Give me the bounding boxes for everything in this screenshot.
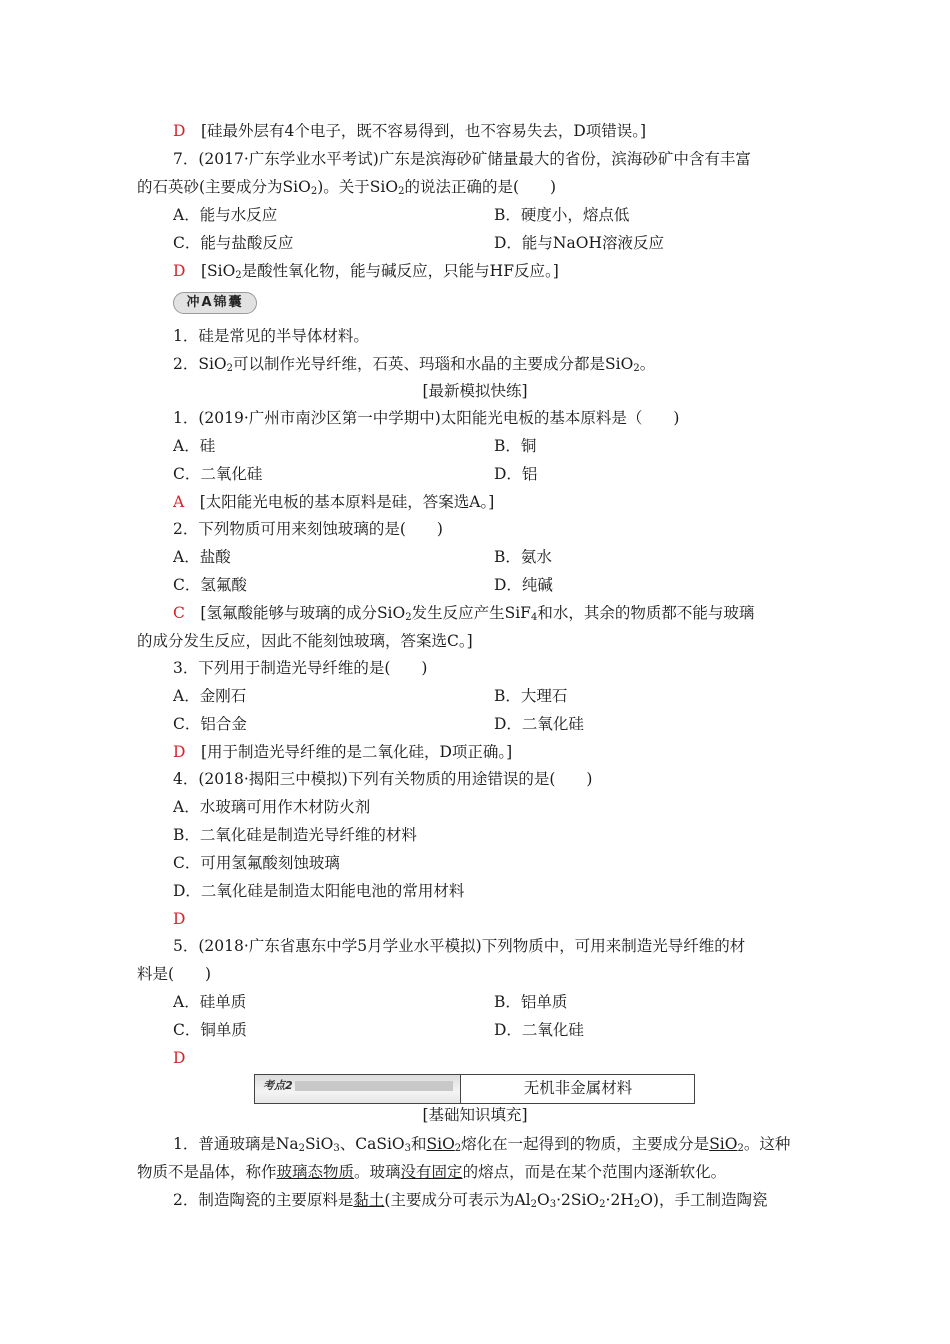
answer-explanation: [太阳能光电板的基本原料是硅，答案选A。] <box>199 493 495 511</box>
text: 2．SiO <box>173 355 227 373</box>
text: 。玻璃 <box>354 1163 401 1181</box>
subscript: 2 <box>530 1199 537 1210</box>
text: 熔化在一起得到的物质，主要成分是 <box>461 1135 710 1153</box>
question-stem: 2．下列物质可用来刻蚀玻璃的是( ) <box>173 520 443 538</box>
answer-line <box>173 120 646 142</box>
question-stem: 3．下列用于制造光导纤维的是( ) <box>173 659 428 677</box>
option-a: A．金刚石 <box>173 687 247 705</box>
text: O <box>536 1191 550 1209</box>
kaodian-tag: 考点2 <box>263 1079 293 1092</box>
answer-line <box>173 602 754 624</box>
option-b: B．大理石 <box>494 687 568 705</box>
blank-answer: 玻璃态物质 <box>276 1163 355 1181</box>
text: 发生反应产生SiF <box>411 604 531 622</box>
option-a: A．水玻璃可用作木材防火剂 <box>173 798 371 816</box>
text: 2．制造陶瓷的主要原料是 <box>173 1191 354 1209</box>
subscript: 2 <box>298 1143 306 1154</box>
chong-a-badge: 冲A锦囊 <box>173 292 257 314</box>
text: 可以制作光导纤维，石英、玛瑙和水晶的主要成分都是SiO <box>233 355 634 373</box>
option-b: B．铝单质 <box>494 993 568 1011</box>
option-b: B．硬度小，熔点低 <box>494 206 630 224</box>
text: 的熔点，而是在某个范围内逐渐软化。 <box>462 1163 727 1181</box>
blank-answer: 没有固定 <box>400 1163 463 1181</box>
option-d: D．二氧化硅是制造太阳能电池的常用材料 <box>173 882 465 900</box>
option-d: D．铝 <box>494 465 538 483</box>
answer-line <box>173 491 494 513</box>
subscript: 2 <box>599 1199 606 1210</box>
question-stem-cont: 料是( ) <box>137 965 212 983</box>
text: SiO <box>305 1135 334 1153</box>
fill-line-1 <box>173 1133 790 1155</box>
blank-answer <box>709 1135 744 1153</box>
subscript: 3 <box>404 1143 411 1154</box>
text: SiO <box>709 1135 738 1153</box>
question-stem: 1．(2019·广州市南沙区第一中学期中)太阳能光电板的基本原料是（ ) <box>173 409 680 427</box>
subscript: 2 <box>398 186 405 197</box>
option-c: C．二氧化硅 <box>173 465 263 483</box>
option-a: A．能与水反应 <box>173 206 278 224</box>
section-heading: [最新模拟快练] <box>422 382 528 400</box>
answer-line <box>173 260 559 282</box>
option-d: D．二氧化硅 <box>494 715 584 733</box>
subscript: 4 <box>530 612 538 623</box>
option-c: C．铝合金 <box>173 715 247 733</box>
option-c: C．可用氢氟酸刻蚀玻璃 <box>173 854 340 872</box>
answer-explanation-cont: 的成分发生反应，因此不能刻蚀玻璃，答案选C。] <box>137 632 473 650</box>
subscript: 2 <box>454 1143 462 1154</box>
option-b: B．氨水 <box>494 548 552 566</box>
text: 。 <box>639 355 656 373</box>
answer-letter: D <box>173 910 186 928</box>
text: 和水，其余的物质都不能与玻璃 <box>537 604 755 622</box>
subscript: 3 <box>333 1143 340 1154</box>
subscript: 3 <box>549 1199 557 1210</box>
text: [SiO <box>200 262 236 280</box>
blank-answer: 黏土 <box>353 1191 385 1209</box>
text: 和 <box>410 1135 427 1153</box>
option-b: B．铜 <box>494 437 537 455</box>
answer-letter: A <box>173 493 185 511</box>
option-c: C．能与盐酸反应 <box>173 234 294 252</box>
subscript: 2 <box>737 1143 744 1154</box>
text: 是酸性氧化物，能与碱反应，只能与HF反应。] <box>241 262 559 280</box>
text: O)，手工制造陶瓷 <box>640 1191 768 1209</box>
option-c: C．氢氟酸 <box>173 576 247 594</box>
text: ·2SiO <box>556 1191 600 1209</box>
text: (主要成分可表示为Al <box>384 1191 531 1209</box>
text: 物质不是晶体，称作 <box>137 1163 277 1181</box>
option-d: D．纯碱 <box>494 576 553 594</box>
subscript: 2 <box>633 363 640 374</box>
question-stem: 5．(2018·广东省惠东中学5月学业水平模拟)下列物质中，可用来制造光导纤维的材 <box>173 937 746 955</box>
option-a: A．硅单质 <box>173 993 247 1011</box>
section-heading: [基础知识填充] <box>422 1106 528 1124</box>
tip-2 <box>173 353 655 375</box>
answer-letter: D <box>173 1049 186 1067</box>
kaodian-header <box>254 1074 695 1104</box>
option-c: C．铜单质 <box>173 1021 247 1039</box>
kaodian-tag-panel <box>255 1075 460 1103</box>
text: 。这种 <box>743 1135 791 1153</box>
blank-answer <box>427 1135 462 1153</box>
option-a: A．硅 <box>173 437 216 455</box>
text: )。关于SiO <box>317 178 399 196</box>
kaodian-title: 无机非金属材料 <box>460 1075 695 1103</box>
text: SiO <box>426 1135 455 1153</box>
option-d: D．能与NaOH溶液反应 <box>494 234 664 252</box>
tip-1: 1．硅是常见的半导体材料。 <box>173 327 369 345</box>
fill-line-2 <box>137 1161 726 1183</box>
subscript: 2 <box>405 612 412 623</box>
subscript: 2 <box>226 363 234 374</box>
answer-letter: D <box>173 122 186 140</box>
option-a: A．盐酸 <box>173 548 231 566</box>
subscript: 2 <box>235 270 242 281</box>
question-stem-cont <box>137 176 556 198</box>
text: ·2H <box>605 1191 634 1209</box>
answer-explanation: [硅最外层有4个电子，既不容易得到，也不容易失去，D项错误。] <box>200 122 647 140</box>
text: 的说法正确的是( ) <box>404 178 557 196</box>
answer-explanation: [用于制造光导纤维的是二氧化硅，D项正确。] <box>200 743 513 761</box>
text: 1．普通玻璃是Na <box>173 1135 299 1153</box>
question-stem: 7．(2017·广东学业水平考试)广东是滨海砂矿储量最大的省份，滨海砂矿中含有丰富 <box>173 150 751 168</box>
subscript: 2 <box>310 186 318 197</box>
option-d: D．二氧化硅 <box>494 1021 584 1039</box>
answer-line <box>173 741 512 763</box>
answer-letter: C <box>173 604 185 622</box>
kaodian-bar <box>295 1081 453 1091</box>
fill-line-3 <box>173 1189 767 1211</box>
question-stem: 4．(2018·揭阳三中模拟)下列有关物质的用途错误的是( ) <box>173 770 593 788</box>
text: [氢氟酸能够与玻璃的成分SiO <box>200 604 406 622</box>
answer-letter: D <box>173 262 186 280</box>
option-b: B．二氧化硅是制造光导纤维的材料 <box>173 826 417 844</box>
subscript: 2 <box>633 1199 641 1210</box>
text: 的石英砂(主要成分为SiO <box>137 178 311 196</box>
text: 、CaSiO <box>339 1135 405 1153</box>
answer-letter: D <box>173 743 186 761</box>
